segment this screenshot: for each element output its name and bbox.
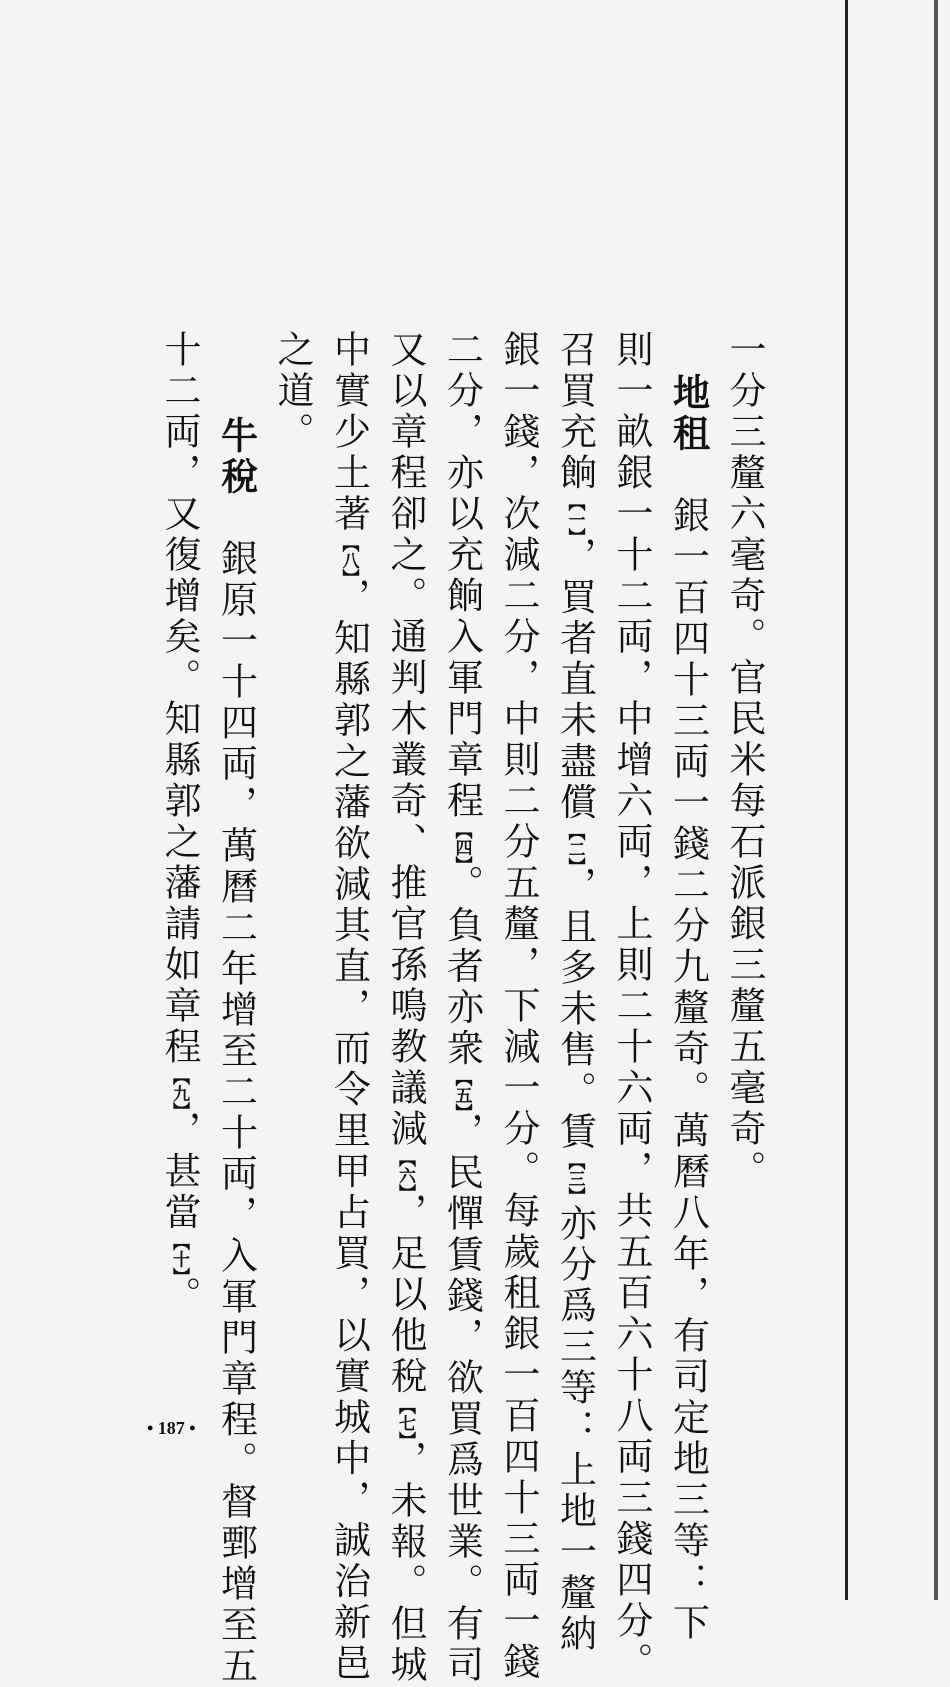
text-column: [546, 330, 603, 1655]
text-segment: 銀一百四十三両一錢二分九釐奇。萬曆八年，有司定地三等：下: [666, 455, 710, 1644]
text-segment: 銀一錢，次減二分，中則二分五釐，下減一分。每歲租銀一百四十三両一錢: [497, 330, 540, 1683]
text-segment: ，甚當: [158, 1110, 201, 1234]
text-column: [433, 330, 490, 1686]
section-heading: 牛稅: [214, 416, 258, 498]
text-segment: 。: [158, 1276, 201, 1317]
footnote-marker: 【八】: [338, 535, 359, 578]
text-segment: 之道。: [271, 330, 314, 453]
text-segment: ，未報。但城: [384, 1440, 427, 1686]
text-segment: ，且多未售。賃: [553, 866, 597, 1153]
text-column: [320, 330, 377, 1685]
text-segment: 亦分爲三等：上地一釐納: [553, 1204, 597, 1655]
section-heading: 地租: [666, 373, 710, 455]
text-segment: ，民憚賃錢，欲買爲世業。有司: [440, 1112, 484, 1686]
footnote-marker: 【九】: [169, 1068, 189, 1111]
text-segment: 二分，亦以充餉入軍門章程: [440, 330, 484, 822]
text-segment: 召買充餉: [553, 330, 597, 494]
text-column: [264, 330, 321, 1450]
text-segment: 。負者亦衆: [440, 864, 484, 1070]
text-segment: ，買者直未盡償: [553, 536, 597, 824]
text-segment: 又以章程卻之。通判木叢奇、推官孫鳴教議減: [384, 330, 427, 1150]
text-segment: 中實少土著: [327, 330, 371, 535]
footnote-marker: 【三】: [564, 1153, 585, 1204]
vertical-text-body: [151, 330, 773, 1687]
text-segment: 則一畝銀一十二両，中增六両，上則二十六両，共五百六十八両三錢四分。: [610, 330, 653, 1683]
page-gutter-line: [845, 0, 848, 1600]
page-edge-line: [934, 0, 938, 1600]
text-column: [151, 330, 208, 1450]
text-segment: 一分三釐六毫奇。官民米每石派銀三釐五毫奇。: [723, 330, 766, 1191]
text-segment: 銀原一十四両，萬曆二年增至二十両，入軍門章程。督鄄增至五: [214, 498, 258, 1687]
text-column: [603, 330, 660, 1683]
text-segment: ，足以他稅: [384, 1192, 427, 1398]
footnote-marker: 【二】: [564, 823, 585, 866]
footnote-marker: 【十】: [169, 1233, 189, 1276]
text-column: [716, 330, 773, 1450]
text-segment: 十二両，又復增矣。知縣郭之藩請如章程: [158, 330, 201, 1068]
text-segment: ，知縣郭之藩欲減其直，而令里甲占買，以實城中，誠治新邑: [327, 577, 371, 1685]
text-column: [659, 330, 716, 1644]
text-column: [377, 330, 434, 1686]
text-column: [207, 330, 264, 1687]
footnote-marker: 【六】: [395, 1150, 415, 1193]
footnote-marker: 【一】: [564, 494, 585, 537]
footnote-marker: 【四】: [451, 822, 472, 865]
footnote-marker: 【五】: [451, 1069, 472, 1112]
page-number: • 187 •: [147, 1418, 196, 1438]
text-column: [490, 330, 547, 1683]
footnote-marker: 【七】: [395, 1397, 415, 1440]
